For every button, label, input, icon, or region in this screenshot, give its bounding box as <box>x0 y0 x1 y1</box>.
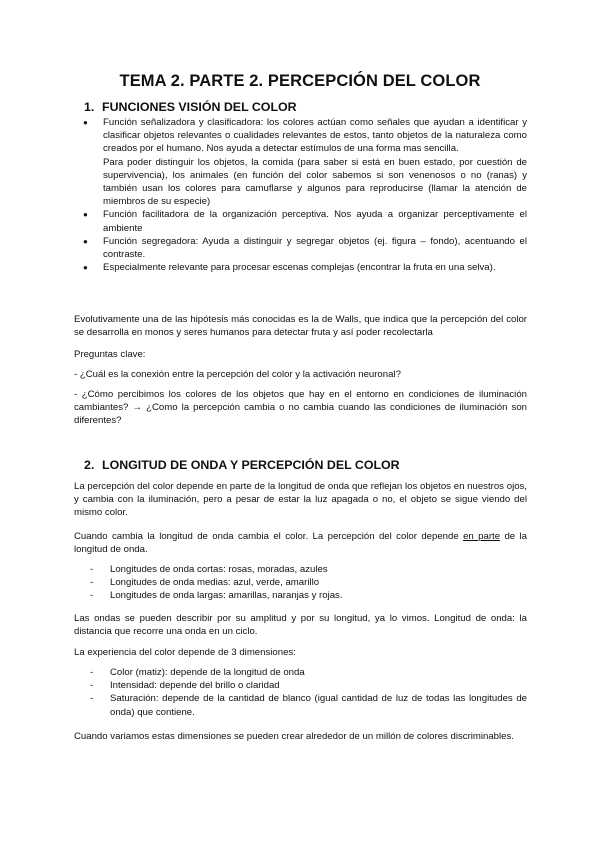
bullet-extra-text: Para poder distinguir los objetos, la comida (para saber si está en buen estado, por cuestión de supervivencia), los animales (en función del color sabemos si son venenosos o no (ranas) y también usan los colores para camuflarse y algunos para reproducirse (llamar la atención de miembros de su especie) <box>103 156 527 208</box>
section-2-number: 2. <box>84 458 95 472</box>
section-2-paragraph-5: Cuando variamos estas dimensiones se pueden crear alrededor de un millón de colores discriminables. <box>74 731 514 742</box>
functions-list <box>0 116 527 274</box>
section-2-paragraph-4: La experiencia del color depende de 3 dimensiones: <box>74 647 296 658</box>
bullet-text: Función segregadora: Ayuda a distinguir y segregar objetos (ej. figura – fondo), acentuando el contraste. <box>103 235 527 261</box>
list-item: - Saturación: depende de la cantidad de blanco (igual cantidad de luz de todas las longitudes de onda) que contiene. <box>0 692 527 718</box>
section-1-number: 1. <box>84 100 95 114</box>
bullet-text: Especialmente relevante para procesar escenas complejas (encontrar la fruta en una selva). <box>103 262 496 274</box>
key-questions-label: Preguntas clave: <box>74 349 146 360</box>
paragraph-text: de la longitud de onda. <box>74 531 527 556</box>
bullet-text: Función señalizadora y clasificadora: los colores actúan como señales que ayudan a identificar y clasificar objetos relevantes o cualidades relevantes de estos, tanto objetos de la naturaleza como creados por el humano. Nos ayuda a detectar estímulos de una forma mas sencilla. <box>103 117 527 155</box>
question-1: - ¿Cuál es la conexión entre la percepción del color y la activación neuronal? <box>74 369 401 380</box>
underlined-text: en parte <box>463 531 501 542</box>
section-2-paragraph-2 <box>74 530 527 556</box>
list-item <box>0 116 527 208</box>
walls-paragraph: Evolutivamente una de las hipótesis más conocidas es la de Walls, que indica que la percepción del color se desarrolla en monos y seres humanos para detectar fruta y así poder recolectarla <box>74 314 527 339</box>
list-item: - Longitudes de onda cortas: rosas, moradas, azules <box>0 563 527 576</box>
wavelengths-list <box>0 563 527 603</box>
section-1-heading <box>84 100 297 114</box>
section-1-title: FUNCIONES VISIÓN DEL COLOR <box>102 100 297 114</box>
section-2-heading <box>84 458 400 472</box>
list-item: - Color (matiz): depende de la longitud de onda <box>0 666 527 679</box>
list-item: - Longitudes de onda largas: amarillas, naranjas y rojas. <box>0 589 527 602</box>
list-item <box>0 261 527 274</box>
list-item <box>0 208 527 234</box>
list-item: - Longitudes de onda medias: azul, verde, amarillo <box>0 576 527 589</box>
section-2-title: LONGITUD DE ONDA Y PERCEPCIÓN DEL COLOR <box>102 458 400 472</box>
question-2: - ¿Cómo percibimos los colores de los objetos que hay en el entorno en condiciones de iluminación cambiantes? → ¿Como la percepción cambia o no cambia cuando las condiciones de iluminación son diferentes? <box>74 389 527 427</box>
paragraph-text: Cuando cambia la longitud de onda cambia el color. La percepción del color depende <box>74 531 464 542</box>
bullet-text: Función facilitadora de la organización perceptiva. Nos ayuda a organizar perceptivamente el ambiente <box>103 209 527 234</box>
dimensions-list <box>0 666 527 719</box>
list-item <box>0 235 527 261</box>
section-2-paragraph-1: La percepción del color depende en parte de la longitud de onda que reflejan los objetos en nuestros ojos, y cambia con la iluminación, pero a pesar de estar la luz apagada o no, el objeto se sigue viendo del mismo color. <box>74 481 527 519</box>
section-2-paragraph-3: Las ondas se pueden describir por su amplitud y por su longitud, ya lo vimos. Longitud de onda: la distancia que recorre una onda en un ciclo. <box>74 613 527 638</box>
document-title: TEMA 2. PARTE 2. PERCEPCIÓN DEL COLOR <box>119 72 481 90</box>
list-item: - Intensidad: depende del brillo o claridad <box>0 679 527 692</box>
